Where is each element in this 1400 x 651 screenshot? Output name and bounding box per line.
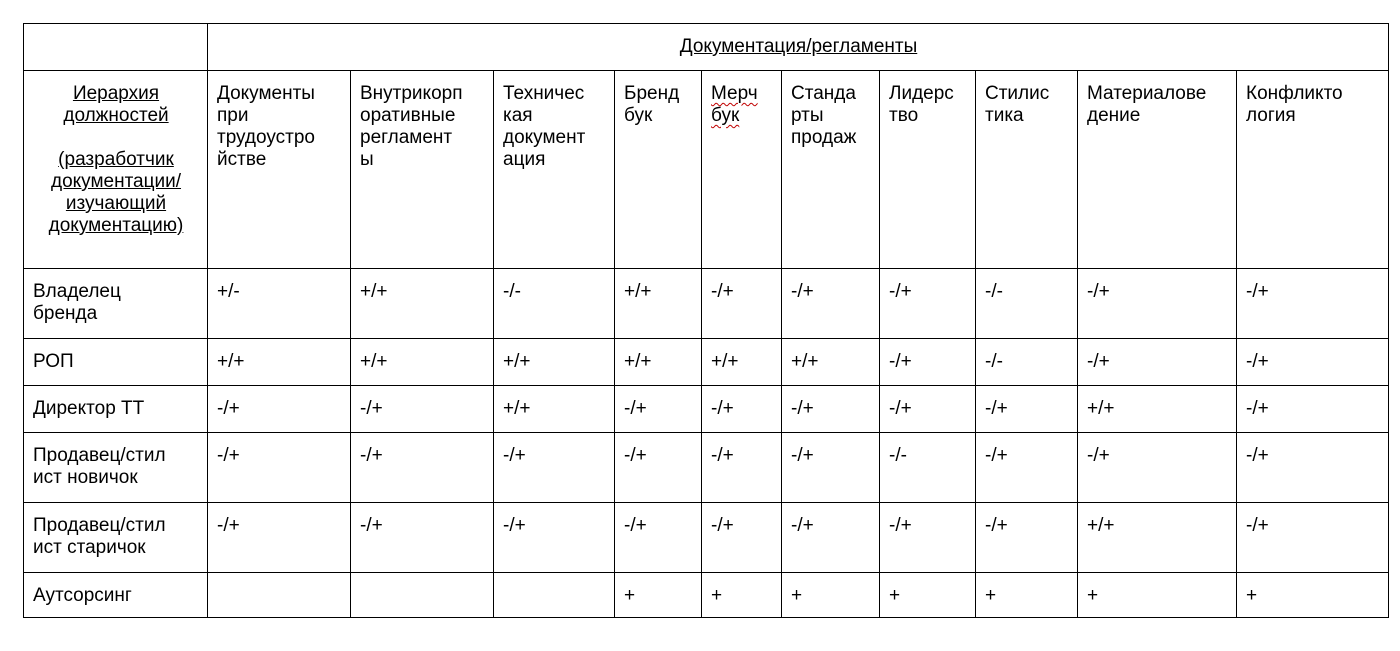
- table-cell: -/+: [702, 386, 782, 433]
- row-label-line: Владелец: [33, 281, 121, 302]
- column-header-line: логия: [1246, 105, 1296, 126]
- column-header-line: рты: [791, 105, 824, 126]
- column-header-line: Конфликто: [1246, 83, 1343, 104]
- hierarchy-subtitle-line: изучающий: [65, 193, 167, 214]
- table-cell: -/+: [782, 386, 880, 433]
- table-cell: -/-: [976, 269, 1078, 339]
- hierarchy-title-line: Иерархия: [72, 83, 160, 104]
- table-cell: -/+: [615, 503, 702, 573]
- hierarchy-header-cell: [24, 71, 208, 269]
- column-header-row: [24, 71, 1389, 269]
- table-cell: -/+: [782, 269, 880, 339]
- table-cell: -/-: [494, 269, 615, 339]
- table-cell: -/+: [494, 503, 615, 573]
- table-cell: +/-: [208, 269, 351, 339]
- table-cell: +/+: [782, 339, 880, 386]
- column-header-line: Лидерс: [889, 83, 954, 104]
- table-cell: -/+: [615, 433, 702, 503]
- table-cell: -/+: [880, 386, 976, 433]
- table-cell: +: [976, 573, 1078, 618]
- table-cell: +/+: [494, 386, 615, 433]
- column-header-line: бук: [711, 105, 740, 126]
- table-cell: -/+: [208, 386, 351, 433]
- table-cell: -/+: [1237, 339, 1389, 386]
- column-header-line: Техничес: [503, 83, 585, 104]
- row-label: [24, 269, 208, 339]
- column-header-line: кая: [503, 105, 533, 126]
- table-cell: -/+: [1237, 269, 1389, 339]
- column-header-line: ы: [360, 149, 374, 170]
- column-header-line: Материалове: [1087, 83, 1207, 104]
- row-label-line: бренда: [33, 303, 98, 324]
- table-cell: -/+: [494, 433, 615, 503]
- table-cell: -/+: [1078, 339, 1237, 386]
- table-cell: -/+: [702, 503, 782, 573]
- column-header-line: при: [217, 105, 249, 126]
- table-cell: -/+: [615, 386, 702, 433]
- column-header-conflictology: [1237, 71, 1389, 269]
- table-title: Документация/регламенты: [679, 36, 918, 57]
- hierarchy-title-line: должностей: [63, 105, 169, 126]
- table-row-outsourcing: [24, 573, 1389, 618]
- table-title-cell: [208, 24, 1389, 71]
- column-header-line: Бренд: [624, 83, 680, 104]
- column-header-brandbook: [615, 71, 702, 269]
- table-row-seller-veteran: [24, 503, 1389, 573]
- table-cell: -/+: [976, 433, 1078, 503]
- row-label: [24, 339, 208, 386]
- table-cell: +: [782, 573, 880, 618]
- table-cell: -/+: [976, 386, 1078, 433]
- table-row-store-director: [24, 386, 1389, 433]
- column-header-line: документ: [503, 127, 586, 148]
- column-header-internal-regulations: [351, 71, 494, 269]
- table-cell: -/+: [1237, 503, 1389, 573]
- table-cell: [494, 573, 615, 618]
- column-header-line: Станда: [791, 83, 856, 104]
- table-cell: -/-: [976, 339, 1078, 386]
- column-header-line: бук: [624, 105, 653, 126]
- table-cell: +/+: [1078, 503, 1237, 573]
- column-header-line: йстве: [217, 149, 267, 170]
- table-cell: -/+: [351, 433, 494, 503]
- table-title-row: [24, 24, 1389, 71]
- table-cell: -/+: [880, 503, 976, 573]
- column-header-materials-science: [1078, 71, 1237, 269]
- table-row-rop: [24, 339, 1389, 386]
- column-header-line: трудоустро: [217, 127, 315, 148]
- column-header-line: продаж: [791, 127, 857, 148]
- hierarchy-subtitle-line: документации/: [50, 171, 182, 192]
- table-cell: -/-: [880, 433, 976, 503]
- table-cell: -/+: [782, 503, 880, 573]
- table-cell: +: [1237, 573, 1389, 618]
- column-header-line: Внутрикорп: [360, 83, 463, 104]
- table-cell: +: [615, 573, 702, 618]
- row-label: [24, 433, 208, 503]
- table-row-seller-newbie: [24, 433, 1389, 503]
- hierarchy-subtitle-line: (разработчик: [58, 149, 174, 170]
- table-cell: -/+: [208, 433, 351, 503]
- table-cell: [351, 573, 494, 618]
- table-cell: +/+: [1078, 386, 1237, 433]
- table-cell: +/+: [494, 339, 615, 386]
- table-cell: +/+: [615, 269, 702, 339]
- table-cell: +: [702, 573, 782, 618]
- table-cell: +/+: [351, 339, 494, 386]
- column-header-line: оративные: [360, 105, 456, 126]
- table-cell: -/+: [782, 433, 880, 503]
- row-label-line: ист новичок: [33, 467, 138, 488]
- column-header-line: регламент: [360, 127, 453, 148]
- table-row-brand-owner: [24, 269, 1389, 339]
- row-label: [24, 386, 208, 433]
- table-cell: -/+: [702, 269, 782, 339]
- table-cell: -/+: [1237, 386, 1389, 433]
- column-header-line: тика: [985, 105, 1024, 126]
- table-cell: -/+: [1237, 433, 1389, 503]
- table-cell: -/+: [880, 339, 976, 386]
- column-header-employment-docs: [208, 71, 351, 269]
- table-cell: +: [1078, 573, 1237, 618]
- column-header-line: дение: [1087, 105, 1141, 126]
- row-label-line: ист старичок: [33, 537, 146, 558]
- table-cell: [208, 573, 351, 618]
- table-cell: -/+: [208, 503, 351, 573]
- row-label-line: Продавец/стил: [33, 445, 166, 466]
- row-label-line: РОП: [33, 351, 74, 372]
- table-cell: -/+: [702, 433, 782, 503]
- row-label-line: Аутсорсинг: [33, 585, 132, 606]
- column-header-styling: [976, 71, 1078, 269]
- column-header-line: Документы: [217, 83, 315, 104]
- table-cell: +: [880, 573, 976, 618]
- table-cell: +/+: [208, 339, 351, 386]
- column-header-merchbook: [702, 71, 782, 269]
- table-cell: -/+: [351, 386, 494, 433]
- row-label-line: Продавец/стил: [33, 515, 166, 536]
- row-label-line: Директор ТТ: [33, 398, 145, 419]
- table-cell: -/+: [1078, 433, 1237, 503]
- table-cell: -/+: [880, 269, 976, 339]
- hierarchy-subtitle-line: документацию): [48, 215, 184, 236]
- table-cell: -/+: [351, 503, 494, 573]
- table-cell: +/+: [702, 339, 782, 386]
- documentation-matrix-table: [23, 23, 1389, 618]
- column-header-line: Стилис: [985, 83, 1050, 104]
- column-header-line: Мерч: [711, 83, 758, 104]
- row-label: [24, 573, 208, 618]
- corner-cell: [24, 24, 208, 71]
- column-header-line: тво: [889, 105, 919, 126]
- table-cell: +/+: [615, 339, 702, 386]
- table-cell: -/+: [1078, 269, 1237, 339]
- column-header-technical-docs: [494, 71, 615, 269]
- column-header-sales-standards: [782, 71, 880, 269]
- table-cell: +/+: [351, 269, 494, 339]
- column-header-line: ация: [503, 149, 546, 170]
- row-label: [24, 503, 208, 573]
- table-cell: -/+: [976, 503, 1078, 573]
- column-header-leadership: [880, 71, 976, 269]
